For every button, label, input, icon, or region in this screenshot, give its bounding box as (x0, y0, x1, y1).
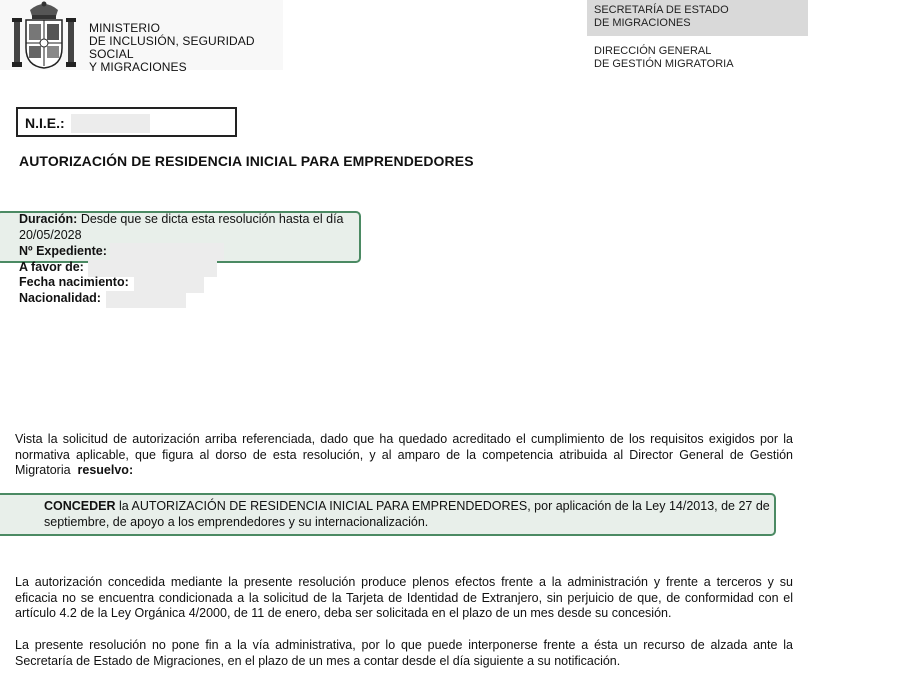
nie-label: N.I.E.: (25, 115, 65, 131)
favor-label (19, 260, 84, 276)
intro-text: Vista la solicitud de autorización arriba referenciada, dado que ha quedado acreditado el cumplimiento de los requisitos exigidos por la normativa aplicable, que figura al dorso de esta resolución, y al amparo de la competencia atribuida al Director General de Gestión Migratoria (15, 432, 793, 478)
ministry-line-1: MINISTERIO (89, 21, 161, 35)
expediente-redaction (110, 243, 224, 261)
ministry-line-3: Y MIGRACIONES (89, 60, 187, 74)
nacionalidad-label-text: Nacionalidad: (19, 291, 101, 305)
effects-paragraph: La autorización concedida mediante la presente resolución produce plenos efectos frente a la administración y frente a terceros y su eficacia no se encuentra condicionada a la solicitud de la Tarjeta de Identidad de Extranjero, sin perjuicio de que, de conformidad con el artículo 4.2 de la Ley Orgánica 4/2000, de 11 de enero, deba ser solicitada en el plazo de un mes desde su concesión. (15, 575, 793, 621)
expediente-label-text: Nº Expediente: (19, 244, 107, 258)
document-title: AUTORIZACIÓN DE RESIDENCIA INICIAL PARA EMPRENDEDORES (19, 153, 474, 169)
duration-label: Duración: (19, 212, 78, 226)
nacionalidad-redaction (106, 291, 186, 308)
duration-text: Desde que se dicta esta resolución hasta el día (80, 212, 344, 226)
ministry-name (89, 22, 289, 74)
ministry-line-2: DE INCLUSIÓN, SEGURIDAD SOCIAL (89, 34, 255, 61)
secretaria-line-1: SECRETARÍA DE ESTADO (594, 4, 729, 16)
appeal-paragraph: La presente resolución no pone fin a la vía administrativa, por lo que puede interponerse frente a ésta un recurso de alzada ante la Secretaría de Estado de Migraciones, en el plazo de un mes a contar desde el día siguiente a su notificación. (15, 638, 793, 668)
resolution-conceder: CONCEDER (44, 499, 116, 513)
secretaria-line-2: DE MIGRACIONES (594, 16, 691, 29)
favor-label-text: A favor de: (19, 260, 84, 274)
secretaria-estado-box (587, 0, 808, 36)
intro-resuelvo: resuelvo: (77, 463, 134, 478)
nie-redaction (71, 114, 150, 133)
expediente-label (19, 244, 107, 260)
nacimiento-label (19, 275, 129, 291)
coat-of-arms-icon (10, 0, 78, 70)
resolution-paragraph (44, 499, 771, 531)
nacimiento-label-text: Fecha nacimiento: (19, 275, 129, 289)
intro-paragraph (15, 432, 793, 479)
duration-date: 20/05/2028 (19, 228, 82, 242)
direccion-line-2: DE GESTIÓN MIGRATORIA (594, 57, 734, 70)
duration-line (19, 212, 344, 228)
direccion-general-box (594, 45, 804, 70)
nacionalidad-label (19, 291, 101, 307)
resolution-text: la AUTORIZACIÓN DE RESIDENCIA INICIAL PARA EMPRENDEDORES, por aplicación de la Ley 14/2013, de 27 de septiembre, de apoyo a los emprendedores y su internacionalización. (44, 499, 770, 529)
direccion-line-1: DIRECCIÓN GENERAL (594, 45, 712, 57)
